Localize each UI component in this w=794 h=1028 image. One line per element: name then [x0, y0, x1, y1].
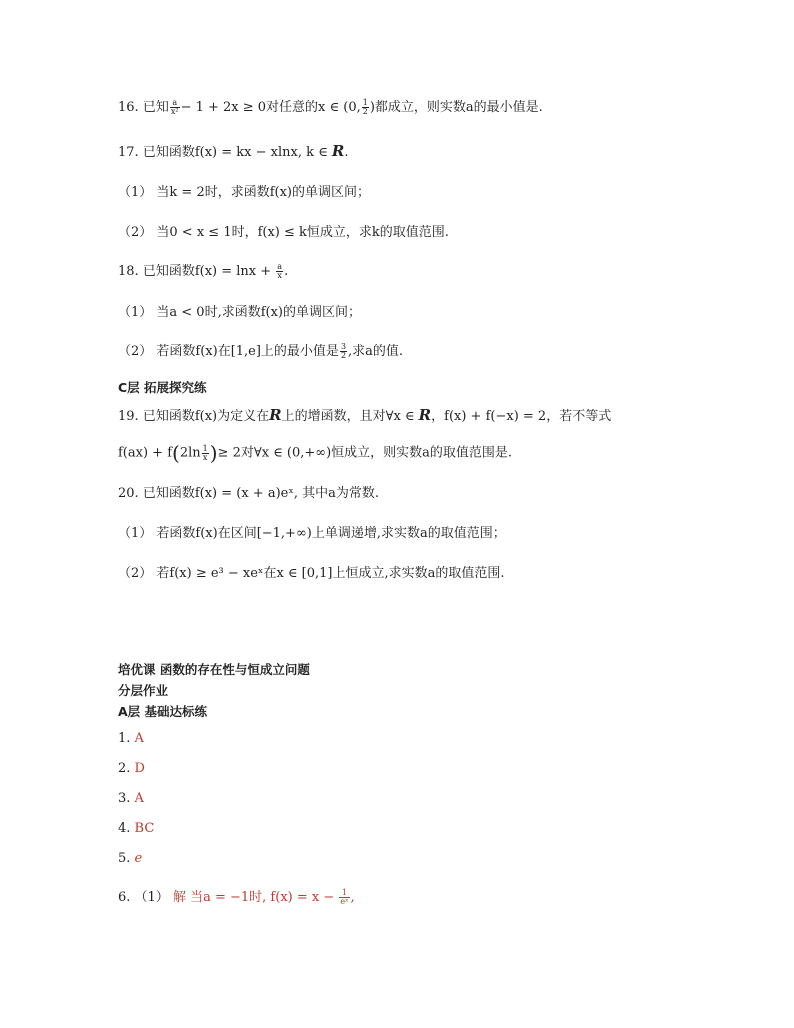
fraction: $\frac{1}{2}$	[362, 98, 368, 116]
answer-value: D	[134, 761, 145, 776]
section-a-heading: A层 基础达标练	[118, 704, 208, 719]
question-text: 已知函数f(x) = lnx +	[142, 264, 276, 279]
answer-number: 6.	[118, 890, 131, 905]
answer-item	[118, 729, 144, 749]
real-set-symbol: R	[269, 406, 282, 424]
question-18	[118, 262, 288, 282]
answer-number: 5.	[118, 851, 131, 866]
question-20-part-2: （2） 若f(x) ≥ e³ − xeˣ在x ∈ [0,1]上恒成立,求实数a的取值范围.	[118, 566, 505, 581]
answer-item	[118, 759, 145, 779]
right-paren: )	[209, 441, 218, 465]
answer-part: （1）	[134, 890, 169, 905]
period: .	[284, 264, 289, 279]
question-text: ，f(x) + f(−x) = 2，若不等式	[431, 409, 612, 424]
question-text: 已知	[142, 100, 169, 115]
real-set-symbol: R	[418, 406, 432, 424]
part-text: （2） 若函数f(x)在[1,e]上的最小值是	[118, 344, 339, 359]
question-19-line-2	[118, 443, 512, 464]
left-paren: (	[172, 441, 180, 465]
question-number: 19.	[118, 409, 139, 424]
question-17	[118, 141, 348, 163]
answer-value: e	[134, 851, 143, 866]
question-text: 已知函数f(x)为定义在	[142, 409, 270, 424]
section-c-heading: C层 拓展探究练	[118, 380, 207, 395]
answer-item	[118, 819, 154, 839]
fraction: $\frac{3}{2}$	[340, 342, 347, 360]
question-number: 18.	[118, 264, 139, 279]
answer-value: A	[134, 731, 144, 746]
answer-value: A	[134, 791, 144, 806]
question-number: 16.	[118, 100, 139, 115]
question-20	[118, 484, 379, 504]
answers-title: 培优课 函数的存在性与恒成立问题	[118, 662, 310, 677]
question-19-line-1	[118, 405, 611, 427]
question-text: 已知函数f(x) = kx − xlnx, k ∈	[142, 145, 332, 160]
question-text: ≥ 2对∀x ∈ (0,+∞)恒成立，则实数a的取值范围是.	[217, 445, 513, 461]
fraction: $\frac{a}{x}$	[277, 262, 283, 280]
question-text: f(ax) + f	[118, 445, 173, 461]
part-text: ,求a的值.	[348, 344, 404, 359]
question-number: 20.	[118, 486, 139, 501]
answer-number: 2.	[118, 761, 131, 776]
fraction: $\frac{1}{x}$	[202, 443, 208, 462]
period: .	[344, 145, 349, 160]
question-text: 2ln	[179, 445, 201, 461]
answers-subtitle: 分层作业	[118, 683, 169, 698]
answer-value: BC	[134, 821, 155, 836]
question-number: 17.	[118, 145, 139, 160]
question-17-part-1: （1） 当k = 2时，求函数f(x)的单调区间；	[118, 185, 370, 200]
question-18-part-1: （1） 当a < 0时,求函数f(x)的单调区间；	[118, 305, 362, 320]
fraction: $\frac{a}{\text{x²}}$	[170, 98, 179, 116]
fraction: $\frac{1}{\text{eˣ}}$	[340, 888, 349, 906]
question-text: 上的增函数，且对∀x ∈	[281, 409, 419, 424]
answer-number: 4.	[118, 821, 131, 836]
question-text: 已知函数f(x) = (x + a)eˣ, 其中a为常数.	[142, 486, 380, 501]
answer-number: 3.	[118, 791, 131, 806]
question-text: − 1 + 2x ≥ 0对任意的x ∈ (0,	[180, 100, 361, 115]
answer-number: 1.	[118, 731, 131, 746]
question-17-part-2: （2） 当0 < x ≤ 1时，f(x) ≤ k恒成立，求k的取值范围.	[118, 225, 449, 240]
answer-solution-text: 解 当a = −1时, f(x) = x −	[172, 890, 339, 905]
answer-item	[118, 789, 144, 809]
real-set-symbol: R	[331, 142, 345, 160]
question-text: )都成立，则实数a的最小值是.	[369, 100, 543, 115]
answer-item	[118, 849, 142, 869]
comma: ,	[350, 890, 355, 905]
question-20-part-1: （1） 若函数f(x)在区间[−1,+∞)上单调递增,求实数a的取值范围；	[118, 526, 506, 541]
question-18-part-2	[118, 342, 403, 362]
answer-6	[118, 888, 355, 908]
question-16	[118, 98, 543, 118]
